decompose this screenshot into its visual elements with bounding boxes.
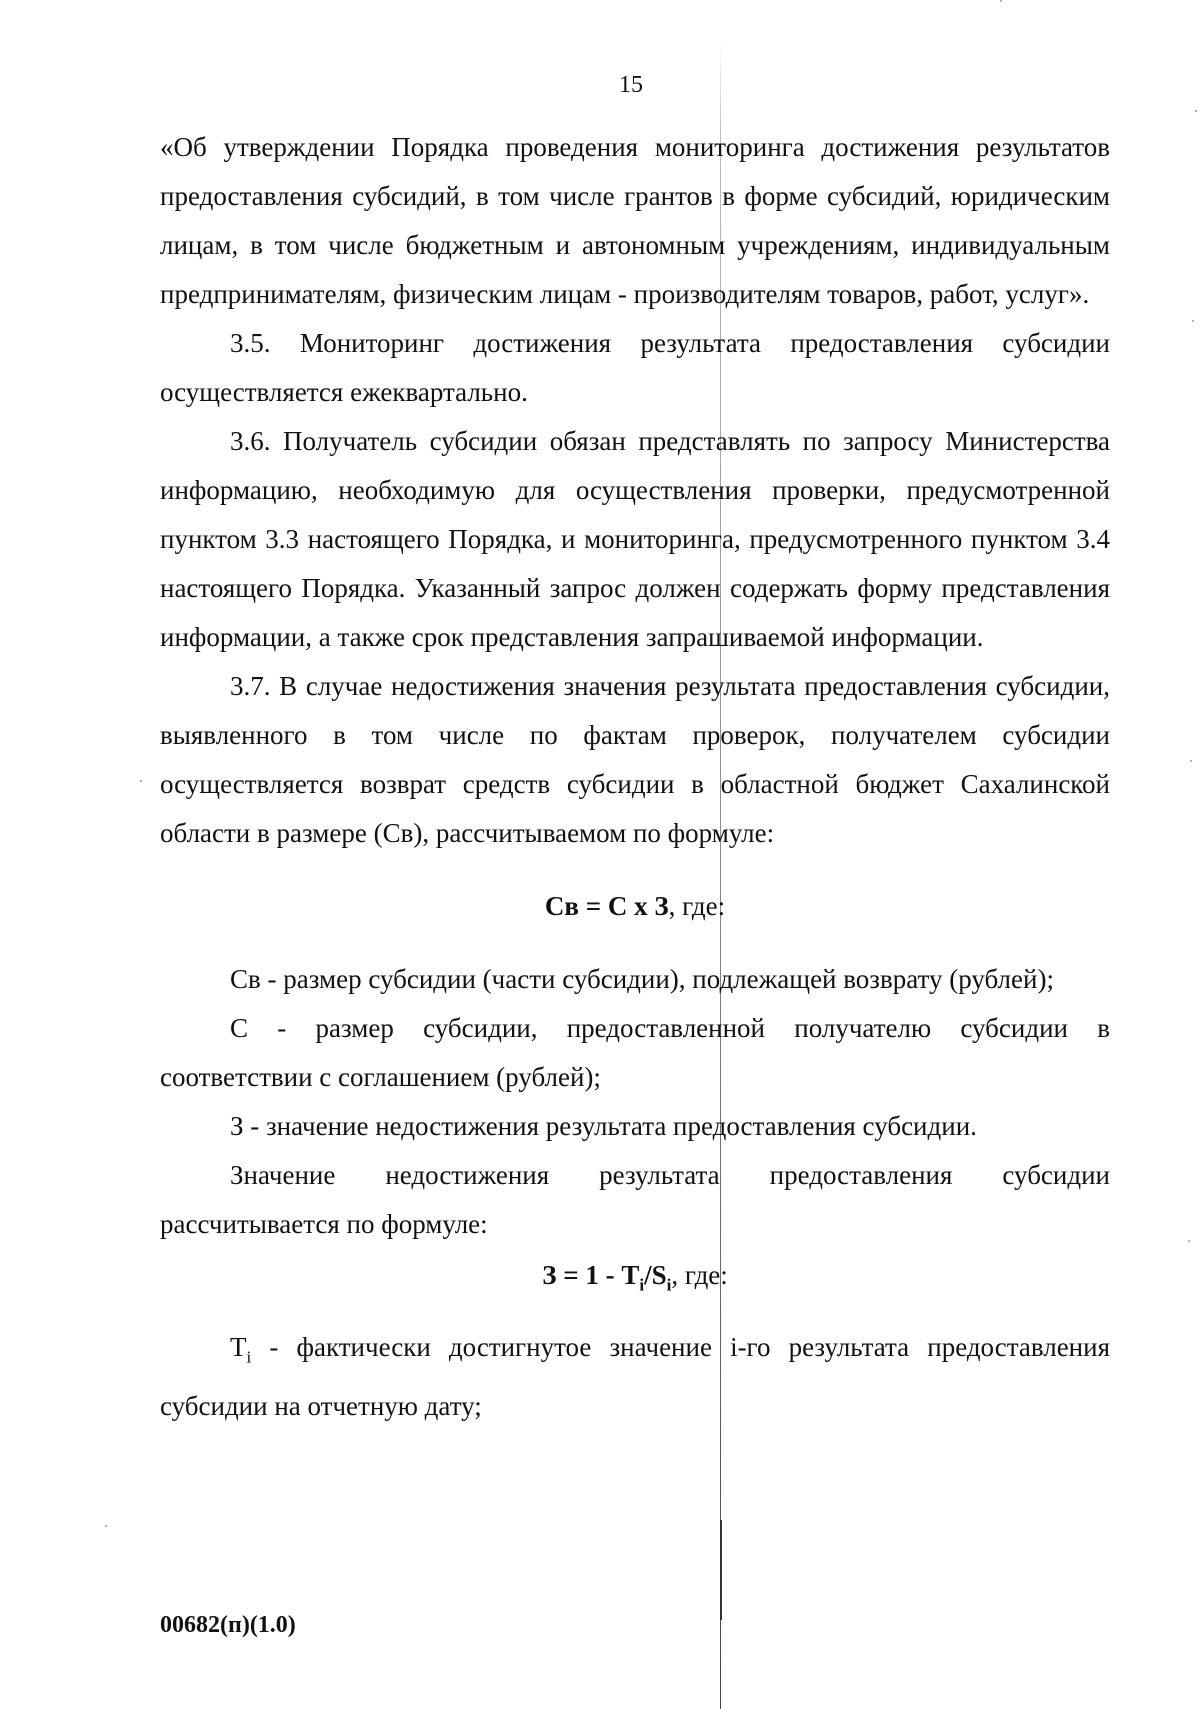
document-code: 00682(п)(1.0)	[160, 1612, 296, 1638]
definition-ti: $T_i$ - фактически достигнутое значение i-го результата предоставления субсидии на отчетную дату;	[160, 1332, 1110, 1421]
scan-speck	[140, 780, 142, 782]
formula-shortfall-suffix: , где:	[671, 1260, 728, 1290]
formula-refund-suffix: , где:	[668, 891, 726, 921]
scan-speck	[1188, 1240, 1190, 1242]
formula-shortfall-expression: $З = 1 - T_i/S_i$	[542, 1260, 672, 1295]
formula-shortfall	[160, 1251, 1110, 1309]
definition-z: З - значение недостижения результата предоставления субсидии.	[230, 1111, 977, 1141]
formula-refund	[160, 882, 1110, 931]
document-body	[160, 123, 1110, 1431]
paragraph-3-6: 3.6. Получатель субсидии обязан представлять по запросу Министерства информацию, необходимую для осуществления проверки, предусмотренной пунктом 3.3 настоящего Порядка, и мониторинга, предусмотренного пунктом 3.4 настоящего Порядка. Указанный запрос должен содержать форму представления информации, а также срок представления запрашиваемой информации.	[160, 426, 1110, 652]
scan-speck	[1195, 110, 1197, 112]
paragraph-z-intro: Значение недостижения результата предоставления субсидии рассчитывается по формуле:	[160, 1160, 1110, 1239]
scan-artifact-line-bottom	[720, 1520, 722, 1620]
paragraph-3-5: 3.5. Мониторинг достижения результата предоставления субсидии осуществляется ежеквартально.	[160, 328, 1110, 407]
scan-speck	[1190, 760, 1192, 762]
paragraph-3-7: 3.7. В случае недостижения значения результата предоставления субсидии, выявленного в том числе по фактам проверок, получателем субсидии осуществляется возврат средств субсидии в областной бюджет Сахалинской области в размере (Св), рассчитываемом по формуле:	[160, 671, 1110, 848]
definition-sv: Св - размер субсидии (части субсидии), подлежащей возврату (рублей);	[230, 964, 1054, 994]
definition-s: С - размер субсидии, предоставленной получателю субсидии в соответствии с соглашением (рублей);	[160, 1013, 1110, 1092]
scan-speck	[105, 1525, 107, 1527]
scan-speck	[1192, 320, 1194, 322]
paragraph-order-title: «Об утверждении Порядка проведения мониторинга достижения результатов предоставления субсидий, в том числе грантов в форме субсидий, юридическим лицам, в том числе бюджетным и автономным учреждениям, индивидуальным предпринимателям, физическим лицам - производителям товаров, работ, услуг».	[160, 132, 1110, 309]
scan-speck	[1000, 0, 1002, 2]
page-number: 15	[619, 72, 643, 98]
formula-refund-expression: Св = С х З	[544, 891, 669, 921]
